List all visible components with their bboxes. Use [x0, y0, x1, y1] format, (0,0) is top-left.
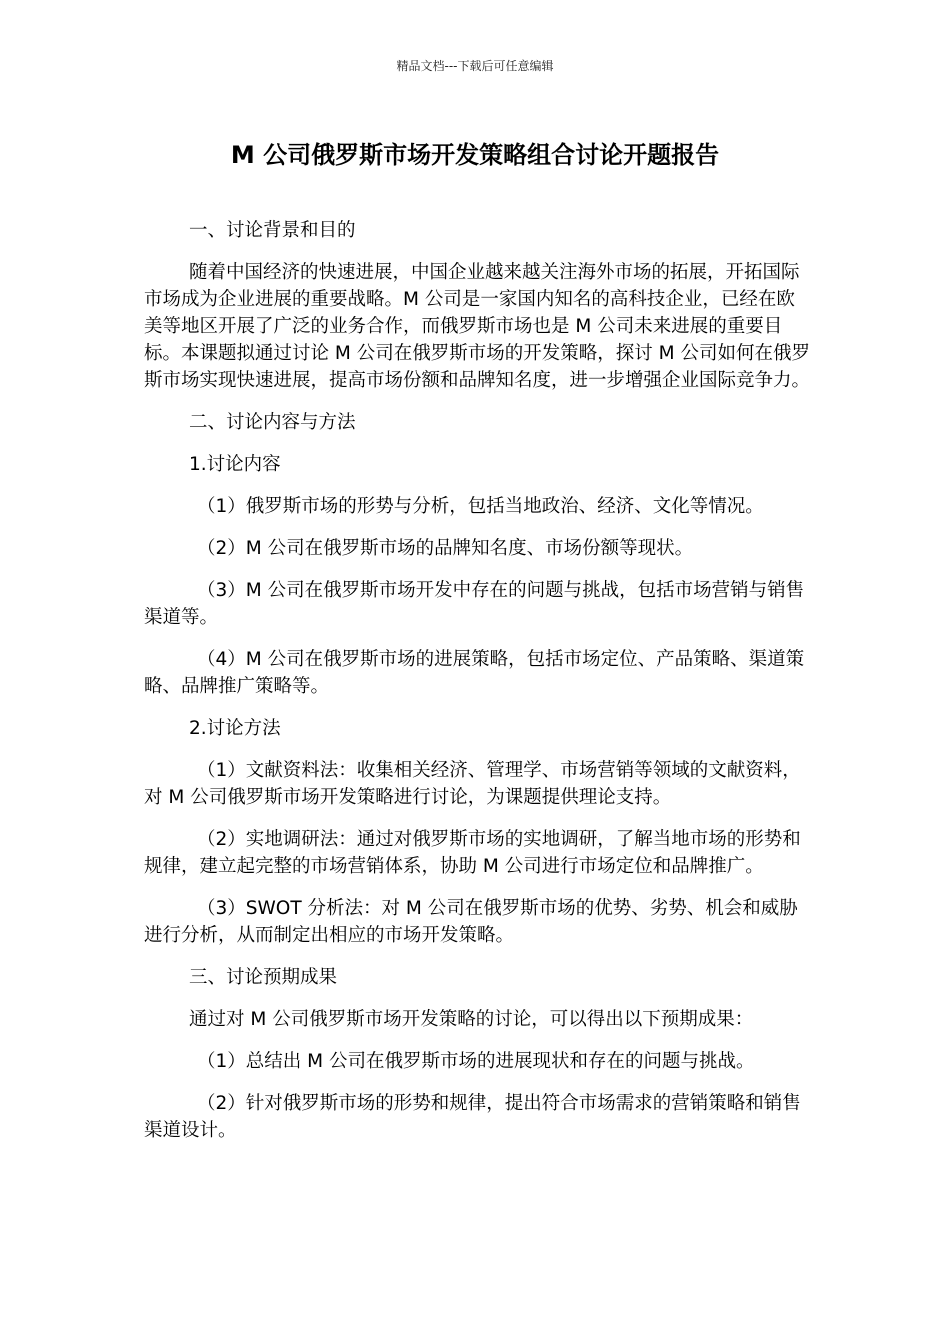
section-heading-content-method: 二、讨论内容与方法: [189, 412, 356, 433]
list-item-content-1: （1）俄罗斯市场的形势与分析，包括当地政治、经济、文化等情况。: [197, 496, 764, 517]
list-item-content-2: （2）M 公司在俄罗斯市场的品牌知名度、市场份额等现状。: [197, 538, 694, 559]
paragraph-background: 随着中国经济的快速进展，中国企业越来越关注海外市场的拓展，开拓国际市场成为企业进展的重要战略。M 公司是一家国内知名的高科技企业，已经在欧美等地区开展了广泛的业务合作，而俄罗斯市场也是 M 公司未来进展的重要目标。本课题拟通过讨论 M 公司在俄罗斯市场的开发策略，探讨 M 公司如何在俄罗斯市场实现快速进展，提高市场份额和品牌知名度，进一步增强企业国际竞争力。: [144, 262, 811, 391]
list-item-method-1: （1）文献资料法：收集相关经济、管理学、市场营销等领域的文献资料，对 M 公司俄罗斯市场开发策略进行讨论，为课题提供理论支持。: [144, 760, 801, 808]
document-title: M 公司俄罗斯市场开发策略组合讨论开题报告: [230, 141, 720, 169]
subheading-method: 2.讨论方法: [189, 718, 281, 739]
subheading-content: 1.讨论内容: [189, 454, 281, 475]
section-heading-expected-results: 三、讨论预期成果: [189, 967, 338, 988]
list-item-method-3: （3）SWOT 分析法：对 M 公司在俄罗斯市场的优势、劣势、机会和威胁进行分析，从而制定出相应的市场开发策略。: [144, 898, 798, 946]
list-item-result-2: （2）针对俄罗斯市场的形势和规律，提出符合市场需求的营销策略和销售渠道设计。: [144, 1093, 801, 1141]
page-header-watermark: 精品文档---下载后可任意编辑: [396, 59, 554, 73]
section-heading-background: 一、讨论背景和目的: [189, 220, 356, 241]
list-item-result-1: （1）总结出 M 公司在俄罗斯市场的进展现状和存在的问题与挑战。: [197, 1051, 755, 1072]
list-item-content-3: （3）M 公司在俄罗斯市场开发中存在的问题与挑战，包括市场营销与销售渠道等。: [144, 580, 805, 628]
list-item-content-4: （4）M 公司在俄罗斯市场的进展策略，包括市场定位、产品策略、渠道策略、品牌推广策略等。: [144, 649, 805, 697]
document-body: [144, 215, 812, 1144]
list-item-method-2: （2）实地调研法：通过对俄罗斯市场的实地调研，了解当地市场的形势和规律，建立起完整的市场营销体系，协助 M 公司进行市场定位和品牌推广。: [144, 829, 801, 877]
paragraph-expected-intro: 通过对 M 公司俄罗斯市场开发策略的讨论，可以得出以下预期成果：: [189, 1009, 754, 1030]
